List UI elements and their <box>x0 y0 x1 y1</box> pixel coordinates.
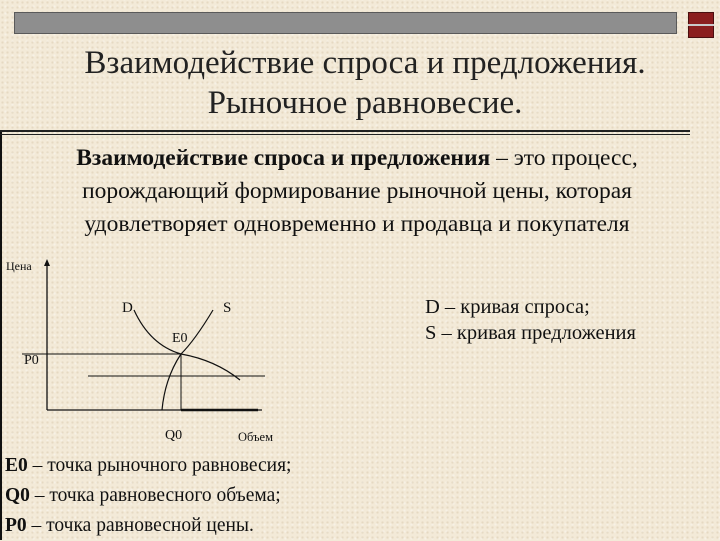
definition-paragraph <box>12 142 702 241</box>
note-equilibrium <box>5 451 291 481</box>
note-text: – точка равновесного объема; <box>29 485 281 506</box>
note-term: E0 <box>5 455 28 476</box>
note-price <box>5 511 291 541</box>
curve-legend <box>425 294 636 346</box>
supply-demand-diagram <box>0 250 300 450</box>
legend-demand: D – кривая спроса; <box>425 296 590 318</box>
note-term: Q0 <box>5 485 30 506</box>
slide-title-line1: Взаимодействие спроса и предложения. <box>84 45 646 81</box>
equilibrium-quantity-label: Q0 <box>165 428 183 443</box>
definition-term: Взаимодействие спроса и предложения <box>76 145 491 171</box>
supply-curve-label: S <box>223 300 232 316</box>
equilibrium-point-label: E0 <box>172 331 188 346</box>
price-axis-arrow <box>44 259 50 266</box>
note-text: – точка рыночного равновесия; <box>27 455 292 476</box>
note-quantity <box>5 481 291 511</box>
decorative-top-bar <box>14 12 677 34</box>
slide-title <box>40 43 690 123</box>
note-term: P0 <box>5 515 27 536</box>
demand-curve-label: D <box>122 300 133 316</box>
legend-supply: S – кривая предложения <box>425 322 636 344</box>
price-axis-label: Цена <box>6 259 32 273</box>
decorative-corner-line <box>688 24 714 26</box>
title-divider <box>0 130 690 132</box>
quantity-axis-label: Объем <box>238 430 273 444</box>
slide-title-line2: Рыночное равновесие. <box>207 85 523 121</box>
note-text: – точка равновесной цены. <box>26 515 254 536</box>
definition-text: – это процесс, порождающий формирование рыночной цены, которая удовлетворяет одновременно и продавца и покупателя <box>82 145 638 237</box>
definitions-list <box>5 451 291 541</box>
equilibrium-price-label: P0 <box>24 353 39 368</box>
title-divider-thin <box>0 134 690 135</box>
